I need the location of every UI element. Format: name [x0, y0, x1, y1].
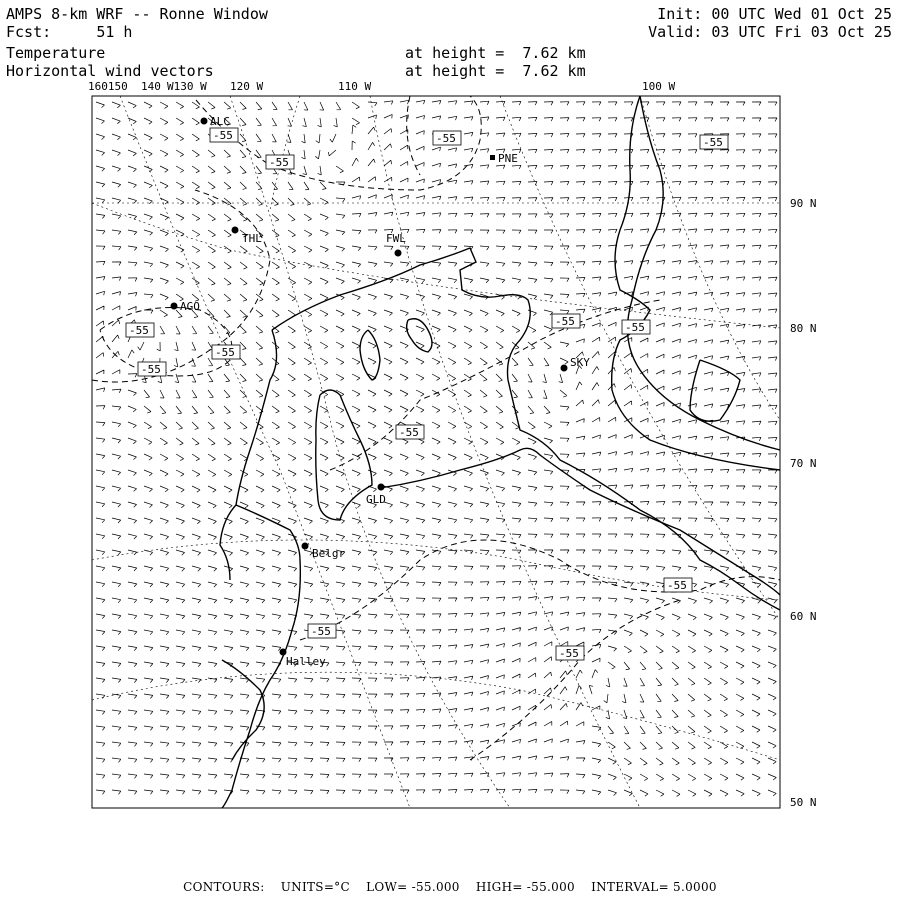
svg-text:-55: -55 — [269, 156, 289, 169]
contour-label — [700, 135, 728, 149]
svg-text:-55: -55 — [215, 346, 235, 359]
svg-text:-55: -55 — [625, 321, 645, 334]
svg-text:GLD: GLD — [366, 493, 386, 506]
contour-label — [212, 345, 240, 359]
lon-label: 120 W — [230, 80, 264, 93]
footer-interval: INTERVAL= 5.0000 — [591, 880, 717, 894]
lat-label: 70 N — [790, 457, 817, 470]
contour-label — [433, 131, 461, 145]
lon-label: 160150 — [88, 80, 128, 93]
footer-high: HIGH= -55.000 — [475, 880, 575, 894]
svg-text:-55: -55 — [141, 363, 161, 376]
svg-text:-55: -55 — [703, 136, 723, 149]
svg-text:ALC: ALC — [210, 115, 230, 128]
contour-label — [552, 314, 580, 328]
svg-text:AGO: AGO — [180, 300, 200, 313]
map-title: AMPS 8-km WRF -- Ronne Window — [6, 5, 268, 23]
footer-low: LOW= -55.000 — [366, 880, 460, 894]
svg-text:FWL: FWL — [386, 232, 406, 245]
footer-contours: CONTOURS: — [183, 880, 265, 894]
field-name-wind: Horizontal wind vectors — [6, 62, 214, 80]
svg-text:-55: -55 — [213, 129, 233, 142]
lat-label: 60 N — [790, 610, 817, 623]
svg-text:-55: -55 — [399, 426, 419, 439]
lon-label: 140 — [141, 80, 161, 93]
svg-text:-55: -55 — [129, 324, 149, 337]
svg-text:-55: -55 — [555, 315, 575, 328]
svg-text:PNE: PNE — [498, 152, 518, 165]
contour-label — [266, 155, 294, 169]
svg-text:Belgr: Belgr — [312, 547, 346, 560]
lat-label: 80 N — [790, 322, 817, 335]
valid-time: Valid: 03 UTC Fri 03 Oct 25 — [648, 23, 892, 41]
field-height-1: at height = 7.62 km — [405, 44, 586, 62]
svg-text:-55: -55 — [667, 579, 687, 592]
svg-text:-55: -55 — [436, 132, 456, 145]
svg-text:-55: -55 — [559, 647, 579, 660]
contour-info-footer — [0, 880, 900, 894]
field-height-2: at height = 7.62 km — [405, 62, 586, 80]
contour-label — [138, 362, 166, 376]
field-name-temperature: Temperature — [6, 44, 106, 62]
contour-label — [210, 128, 238, 142]
contour-label — [126, 323, 154, 337]
lon-label: W130 W — [167, 80, 207, 93]
lon-label: 110 W — [338, 80, 372, 93]
svg-text:Halley: Halley — [286, 655, 326, 668]
lon-label: 100 W — [642, 80, 676, 93]
svg-text:THL: THL — [242, 232, 262, 245]
latitude-labels — [790, 197, 817, 809]
forecast-hour: Fcst: 51 h — [6, 23, 133, 41]
contour-label — [308, 624, 336, 638]
svg-text:SKY: SKY — [570, 356, 590, 369]
svg-text:-55: -55 — [311, 625, 331, 638]
longitude-labels — [88, 80, 675, 93]
lat-label: 50 N — [790, 796, 817, 809]
lat-label: 90 N — [790, 197, 817, 210]
contour-label — [396, 425, 424, 439]
footer-units: UNITS=°C — [280, 880, 350, 894]
contour-label — [622, 320, 650, 334]
contour-label — [664, 578, 692, 592]
contour-label — [556, 646, 584, 660]
init-time: Init: 00 UTC Wed 01 Oct 25 — [657, 5, 892, 23]
